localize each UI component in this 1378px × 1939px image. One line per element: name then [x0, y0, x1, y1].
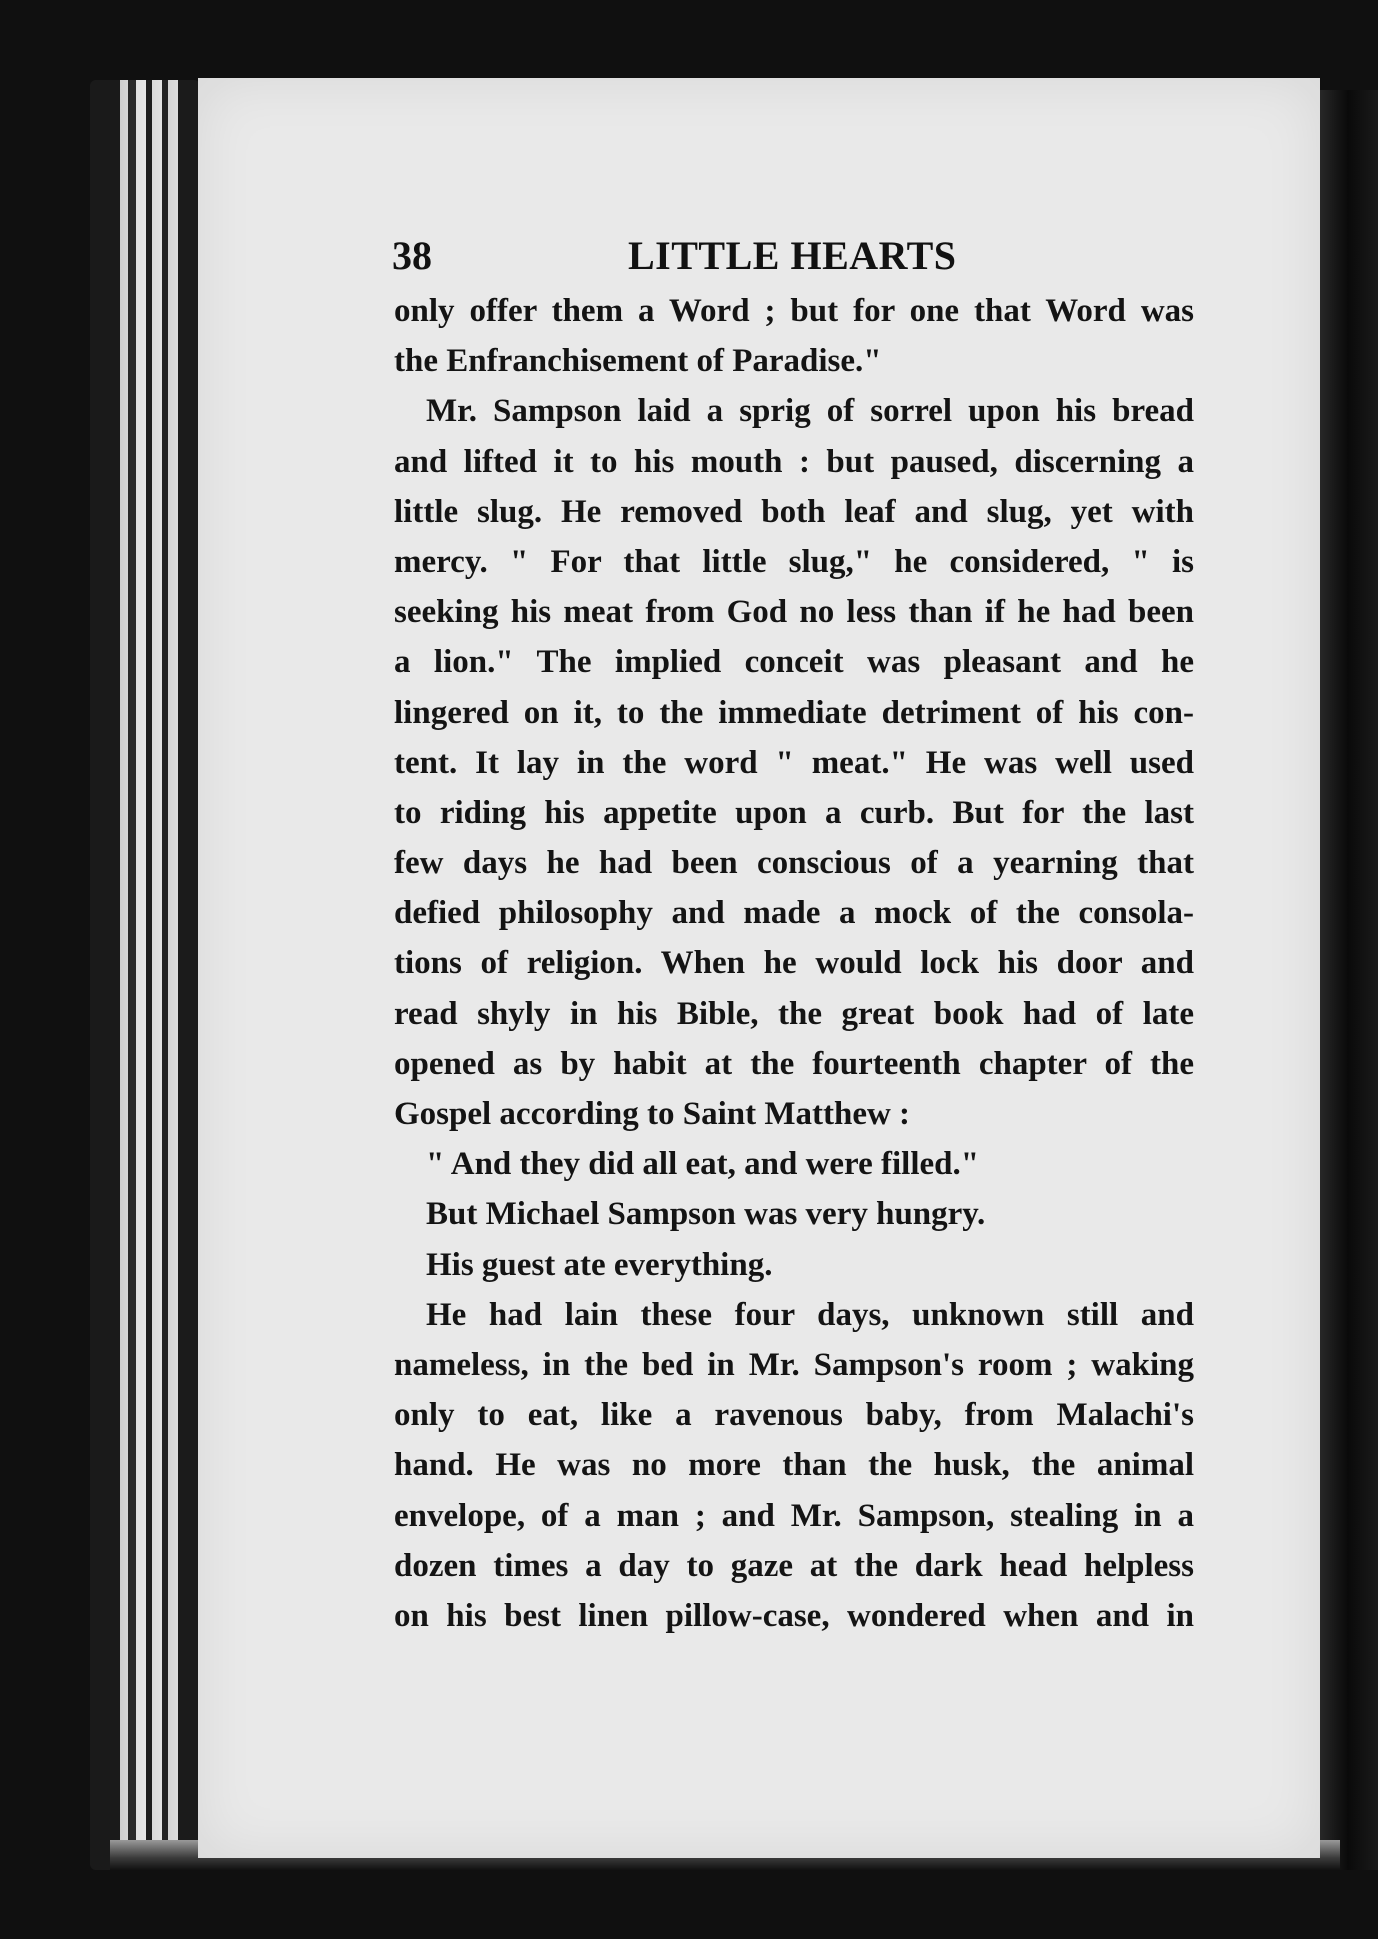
text-line: a lion." The implied conceit was pleasant and he [394, 644, 1194, 681]
text-line: opened as by habit at the fourteenth chapter of the [394, 1045, 1194, 1082]
text-line: envelope, of a man ; and Mr. Sampson, stealing in a [394, 1497, 1194, 1534]
body-text [394, 286, 1194, 1641]
text-line: Mr. Sampson laid a sprig of sorrel upon his bread [426, 393, 1194, 430]
text-line: to riding his appetite upon a curb. But for the last [394, 794, 1194, 831]
text-line: only offer them a Word ; but for one that Word was [394, 293, 1194, 329]
text-line: tions of religion. When he would lock his door and [394, 945, 1194, 982]
text-line: read shyly in his Bible, the great book had of late [394, 995, 1194, 1032]
text-line: dozen times a day to gaze at the dark head helpless [394, 1547, 1194, 1584]
text-line: nameless, in the bed in Mr. Sampson's room ; waking [394, 1346, 1194, 1383]
text-line: tent. It lay in the word " meat." He was well used [394, 744, 1194, 781]
text-line: on his best linen pillow-case, wondered when and in [394, 1597, 1194, 1634]
text-line: the Enfranchisement of Paradise." [394, 343, 882, 380]
text-line: He had lain these four days, unknown still and [426, 1296, 1194, 1333]
text-line: few days he had been conscious of a yearning that [394, 845, 1194, 882]
text-line: mercy. " For that little slug," he considered, " is [394, 543, 1194, 580]
text-line: hand. He was no more than the husk, the animal [394, 1447, 1194, 1484]
text-line: His guest ate everything. [426, 1246, 773, 1283]
book-right-edge [1318, 90, 1378, 1870]
text-line: " And they did all eat, and were filled." [426, 1146, 980, 1183]
text-line: only to eat, like a ravenous baby, from Malachi's [394, 1397, 1194, 1434]
text-line: But Michael Sampson was very hungry. [426, 1196, 986, 1233]
text-line: seeking his meat from God no less than if he had been [394, 594, 1194, 631]
running-head: LITTLE HEARTS [628, 233, 957, 278]
page-number: 38 [392, 233, 432, 278]
text-line: defied philosophy and made a mock of the consola- [394, 895, 1194, 932]
text-line: lingered on it, to the immediate detriment of his con- [394, 694, 1194, 731]
text-line: Gospel according to Saint Matthew : [394, 1096, 911, 1132]
text-line: and lifted it to his mouth : but paused, discerning a [394, 443, 1194, 480]
book-binding-edge [90, 80, 200, 1870]
page-header [392, 226, 1192, 286]
text-line: little slug. He removed both leaf and slug, yet with [394, 493, 1194, 530]
